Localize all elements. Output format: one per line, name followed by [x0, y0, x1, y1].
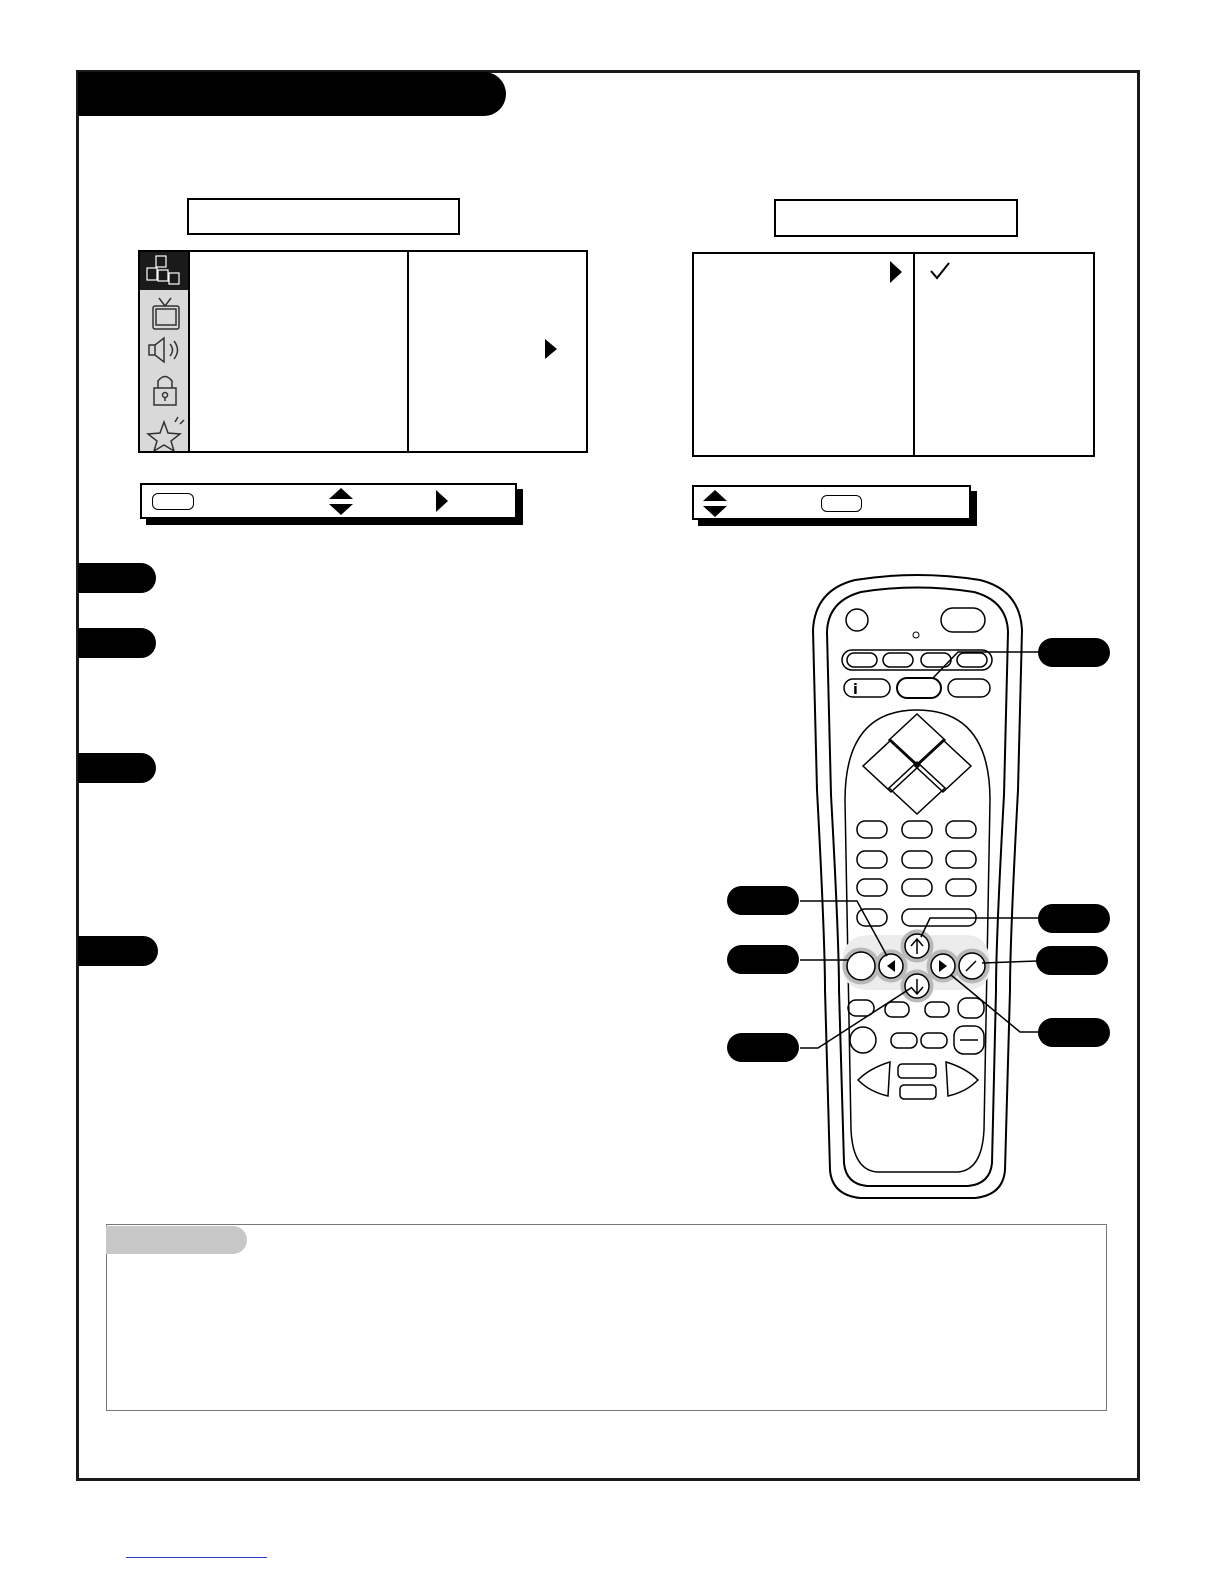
star-icon[interactable] — [148, 417, 184, 451]
menu-icons — [140, 252, 188, 451]
check-mark-icon — [929, 261, 951, 281]
menu-key-icon — [152, 493, 194, 510]
step-1-marker — [78, 563, 156, 593]
step-3-marker — [78, 753, 156, 783]
callout-up-arrow — [1038, 904, 1110, 933]
channel-volume-pad[interactable] — [863, 714, 971, 814]
lower-button-4[interactable] — [850, 1027, 876, 1053]
footer-link[interactable] — [126, 1556, 267, 1558]
speaker-icon[interactable] — [149, 338, 178, 362]
play-button[interactable] — [898, 1064, 936, 1078]
submenu-divider — [913, 254, 915, 455]
note-label-tab — [106, 1226, 247, 1254]
left-nav-bar — [140, 483, 517, 519]
mode-button-2[interactable] — [883, 653, 913, 667]
menu-divider-1 — [188, 252, 190, 451]
power-button[interactable] — [846, 609, 868, 631]
menu-divider-2 — [407, 252, 409, 451]
enter-button[interactable] — [847, 952, 875, 980]
number-pad[interactable] — [857, 821, 976, 926]
menu-button[interactable] — [897, 678, 941, 698]
callout-menu-button — [1038, 638, 1110, 667]
mode-button-4[interactable] — [957, 653, 987, 667]
right-screen-header — [774, 199, 1018, 237]
guide-button[interactable] — [948, 679, 990, 697]
info-icon: i — [853, 682, 858, 698]
callout-down-arrow — [727, 1033, 799, 1062]
left-screen-header — [187, 198, 460, 235]
lower-button-3[interactable] — [925, 1002, 949, 1017]
lower-button-2[interactable] — [885, 1002, 909, 1017]
section-title-tab — [78, 72, 506, 116]
pip-button[interactable] — [958, 998, 984, 1018]
right-arrow-icon — [435, 490, 449, 512]
lower-button-5[interactable] — [891, 1033, 917, 1048]
note-box — [106, 1224, 1107, 1411]
abc-blocks-icon[interactable] — [147, 256, 179, 284]
callout-left-arrow — [727, 886, 799, 915]
tv-button[interactable] — [941, 608, 985, 632]
step-4-marker — [78, 936, 158, 966]
tv-icon[interactable] — [153, 298, 179, 329]
left-menu-panel — [138, 250, 588, 453]
forward-button[interactable] — [946, 1062, 978, 1096]
up-down-arrows-icon — [702, 490, 728, 518]
enter-key-icon — [821, 495, 862, 512]
callout-exit-button — [1036, 946, 1108, 975]
right-arrow-icon — [544, 338, 558, 360]
callout-enter-button — [727, 945, 799, 974]
up-down-arrows-icon — [328, 488, 354, 516]
right-menu-panel — [692, 252, 1095, 457]
rewind-button[interactable] — [858, 1062, 890, 1096]
stop-button[interactable] — [900, 1085, 936, 1099]
mode-button-1[interactable] — [847, 653, 877, 667]
step-2-marker — [78, 628, 156, 658]
right-nav-bar — [692, 485, 971, 520]
lower-button-6[interactable] — [921, 1033, 947, 1048]
padlock-icon[interactable] — [154, 377, 176, 406]
right-arrow-icon — [889, 261, 903, 283]
indicator-led — [913, 632, 919, 638]
callout-right-arrow — [1038, 1018, 1110, 1047]
info-button[interactable] — [844, 679, 890, 697]
